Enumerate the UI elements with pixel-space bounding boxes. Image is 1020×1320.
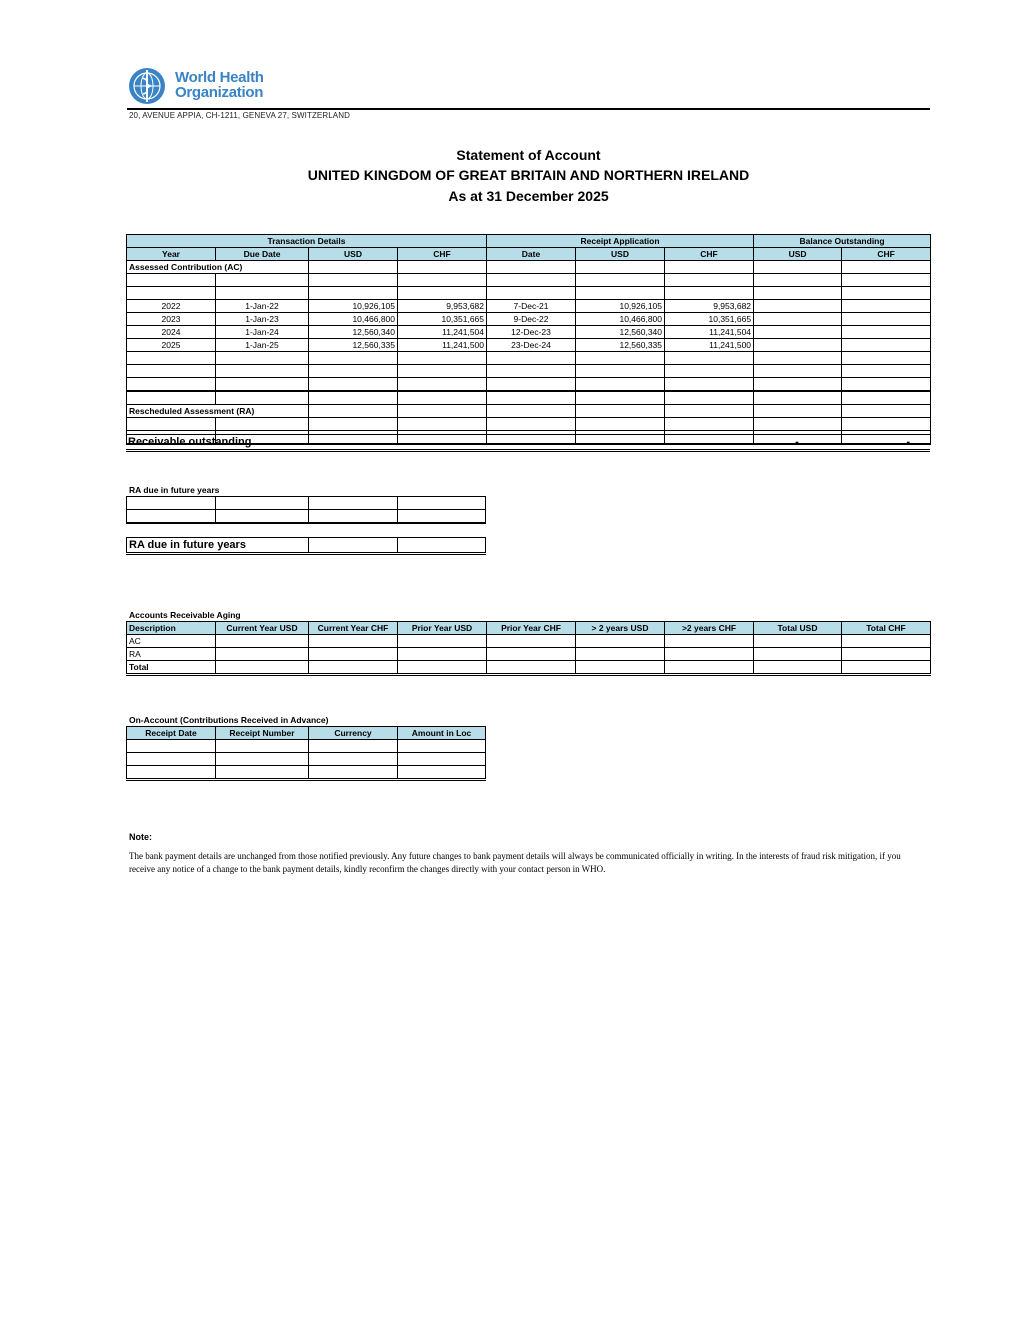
row-receipt-chf: 10,351,665 <box>665 313 754 326</box>
row-year: 2025 <box>127 339 216 352</box>
row-usd: 12,560,340 <box>309 326 398 339</box>
row-chf: 11,241,500 <box>398 339 487 352</box>
col-chf: CHF <box>398 248 487 261</box>
table-row <box>127 274 931 287</box>
receivable-outstanding-chf: - <box>841 435 930 451</box>
col-balance-chf: CHF <box>842 248 931 261</box>
table-row <box>127 300 931 313</box>
org-name-line2: Organization <box>175 84 264 101</box>
table-row <box>127 352 931 365</box>
receivable-outstanding-table <box>126 434 930 452</box>
on-account-section-label: On-Account (Contributions Received in Advance) <box>129 715 329 725</box>
row-receipt-date: 7-Dec-21 <box>487 300 576 313</box>
aging-col-total-chf: Total CHF <box>842 622 931 635</box>
col-date: Date <box>487 248 576 261</box>
aging-row-label: AC <box>127 635 216 648</box>
ra-label: Rescheduled Assessment (RA) <box>127 405 309 418</box>
on-account-col-amount: Amount in Loc <box>398 727 486 740</box>
on-account-col-receipt-number: Receipt Number <box>216 727 309 740</box>
org-name-line1: World Health <box>175 69 264 86</box>
row-due-date: 1-Jan-23 <box>216 313 309 326</box>
aging-col-prior-usd: Prior Year USD <box>398 622 487 635</box>
row-receipt-chf: 11,241,500 <box>665 339 754 352</box>
table-row <box>127 753 486 766</box>
table-row <box>127 365 931 378</box>
aging-header-row <box>127 622 931 635</box>
group-transaction-details: Transaction Details <box>127 235 487 248</box>
ra-future-total-table <box>126 537 486 555</box>
aging-col-2y-usd: > 2 years USD <box>576 622 665 635</box>
table-row <box>127 418 931 431</box>
col-receipt-chf: CHF <box>665 248 754 261</box>
receivable-outstanding-label: Receivable outstanding <box>126 435 753 451</box>
org-name <box>175 70 264 100</box>
aging-col-prior-chf: Prior Year CHF <box>487 622 576 635</box>
row-receipt-usd: 12,560,340 <box>576 326 665 339</box>
table-row <box>127 635 931 648</box>
table-row <box>127 339 931 352</box>
col-due-date: Due Date <box>216 248 309 261</box>
on-account-col-receipt-date: Receipt Date <box>127 727 216 740</box>
row-receipt-chf: 9,953,682 <box>665 300 754 313</box>
table-row <box>127 326 931 339</box>
aging-col-2y-chf: >2 years CHF <box>665 622 754 635</box>
aging-table <box>126 621 931 676</box>
row-year: 2022 <box>127 300 216 313</box>
aging-col-current-chf: Current Year CHF <box>309 622 398 635</box>
row-chf: 9,953,682 <box>398 300 487 313</box>
row-usd: 10,926,105 <box>309 300 398 313</box>
row-usd: 10,466,800 <box>309 313 398 326</box>
col-balance-usd: USD <box>754 248 842 261</box>
header-rule <box>127 108 930 110</box>
note-text: The bank payment details are unchanged from those notified previously. Any future changes to bank payment details will always be communicated officially in writing. In the interests of fraud risk mitigation, if you receive any notice of a change to the bank payment details, kindly reconfirm the changes directly with your contact person in WHO. <box>129 851 901 874</box>
address: 20, AVENUE APPIA, CH-1211, GENEVA 27, SWITZERLAND <box>129 111 350 120</box>
row-receipt-usd: 10,466,800 <box>576 313 665 326</box>
ra-section-row <box>127 405 931 418</box>
row-due-date: 1-Jan-24 <box>216 326 309 339</box>
aging-col-description: Description <box>127 622 216 635</box>
ra-future-table <box>126 496 486 524</box>
row-receipt-date: 23-Dec-24 <box>487 339 576 352</box>
table-row <box>127 648 931 661</box>
row-due-date: 1-Jan-25 <box>216 339 309 352</box>
statement-table <box>126 234 931 445</box>
table-row <box>127 497 486 510</box>
row-receipt-usd: 10,926,105 <box>576 300 665 313</box>
aging-row-label: RA <box>127 648 216 661</box>
aging-col-current-usd: Current Year USD <box>216 622 309 635</box>
ac-section-row <box>127 261 931 274</box>
row-receipt-chf: 11,241,504 <box>665 326 754 339</box>
row-year: 2023 <box>127 313 216 326</box>
group-balance-outstanding: Balance Outstanding <box>754 235 931 248</box>
row-usd: 12,560,335 <box>309 339 398 352</box>
on-account-table <box>126 726 486 781</box>
col-receipt-usd: USD <box>576 248 665 261</box>
row-year: 2024 <box>127 326 216 339</box>
column-header-row <box>127 248 931 261</box>
table-row <box>127 740 486 753</box>
aging-row-label: Total <box>127 661 216 675</box>
row-receipt-usd: 12,560,335 <box>576 339 665 352</box>
aging-section-label: Accounts Receivable Aging <box>129 610 241 620</box>
country-name: UNITED KINGDOM OF GREAT BRITAIN AND NORTHERN IRELAND <box>307 167 750 183</box>
col-year: Year <box>127 248 216 261</box>
table-row <box>127 766 486 780</box>
row-receipt-date: 12-Dec-23 <box>487 326 576 339</box>
table-row <box>127 378 931 392</box>
table-row <box>127 661 931 675</box>
on-account-col-currency: Currency <box>309 727 398 740</box>
who-emblem-icon <box>127 66 167 106</box>
col-usd: USD <box>309 248 398 261</box>
row-receipt-date: 9-Dec-22 <box>487 313 576 326</box>
note-label: Note: <box>129 832 152 842</box>
aging-col-total-usd: Total USD <box>754 622 842 635</box>
ac-label: Assessed Contribution (AC) <box>127 261 309 274</box>
row-chf: 10,351,665 <box>398 313 487 326</box>
row-chf: 11,241,504 <box>398 326 487 339</box>
statement-title: Statement of Account <box>456 147 601 163</box>
table-row <box>127 287 931 300</box>
group-receipt-application: Receipt Application <box>487 235 754 248</box>
table-row <box>127 391 931 405</box>
row-due-date: 1-Jan-22 <box>216 300 309 313</box>
statement-date: As at 31 December 2025 <box>448 188 609 204</box>
table-row <box>127 510 486 524</box>
on-account-header-row <box>127 727 486 740</box>
ra-future-total-label: RA due in future years <box>127 538 309 554</box>
who-logo <box>127 66 272 106</box>
receivable-outstanding-usd: - <box>753 435 841 451</box>
group-header-row <box>127 235 931 248</box>
ra-future-section-label: RA due in future years <box>129 485 220 495</box>
table-row <box>127 313 931 326</box>
